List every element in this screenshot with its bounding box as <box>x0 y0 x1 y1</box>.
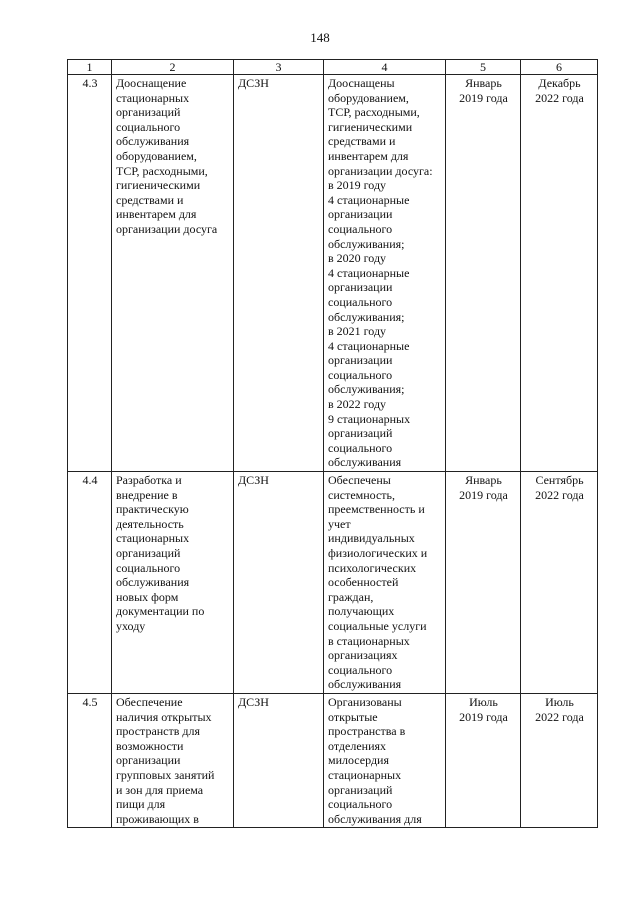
measure-cell: Обеспечение наличия открытых пространств для возможности организации групповых занятий и зон для приема пищи для проживающих в <box>112 693 234 827</box>
header-col-3: 3 <box>234 60 324 75</box>
start-date-cell: Июль 2019 года <box>446 693 521 827</box>
executor-cell: ДСЗН <box>234 75 324 472</box>
measure-cell: Разработка и внедрение в практическую деятельность стационарных организаций социального обслуживания новых форм документации по уходу <box>112 472 234 694</box>
end-date-cell: Декабрь 2022 года <box>521 75 598 472</box>
start-date-cell: Январь 2019 года <box>446 472 521 694</box>
header-col-4: 4 <box>324 60 446 75</box>
table-row <box>68 472 598 694</box>
result-cell: Дооснащены оборудованием, ТСР, расходными, гигиеническими средствами и инвентарем для организации досуга: в 2019 году 4 стационарные организации социального обслуживания; в 2020 году 4 стационарные организации социального обслуживания; в 2021 году 4 стационарные организации социального обслуживания; в 2022 году 9 стационарных организаций социального обслуживания <box>324 75 446 472</box>
header-col-1: 1 <box>68 60 112 75</box>
measure-cell: Дооснащение стационарных организаций социального обслуживания оборудованием, ТСР, расходными, гигиеническими средствами и инвентарем для организации досуга <box>112 75 234 472</box>
executor-cell: ДСЗН <box>234 472 324 694</box>
start-date-cell: Январь 2019 года <box>446 75 521 472</box>
result-cell: Обеспечены системность, преемственность и учет индивидуальных физиологических и психологических особенностей граждан, получающих социальные услуги в стационарных организациях социального обслуживания <box>324 472 446 694</box>
header-col-6: 6 <box>521 60 598 75</box>
row-number: 4.5 <box>68 693 112 827</box>
executor-cell: ДСЗН <box>234 693 324 827</box>
row-number: 4.3 <box>68 75 112 472</box>
end-date-cell: Июль 2022 года <box>521 693 598 827</box>
result-cell: Организованы открытые пространства в отделениях милосердия стационарных организаций социального обслуживания для <box>324 693 446 827</box>
page-number: 148 <box>310 30 330 45</box>
end-date-cell: Сентябрь 2022 года <box>521 472 598 694</box>
row-number: 4.4 <box>68 472 112 694</box>
measures-table <box>67 59 598 828</box>
table-header-row <box>68 60 598 75</box>
table-row <box>68 75 598 472</box>
table-row <box>68 693 598 827</box>
header-col-5: 5 <box>446 60 521 75</box>
header-col-2: 2 <box>112 60 234 75</box>
